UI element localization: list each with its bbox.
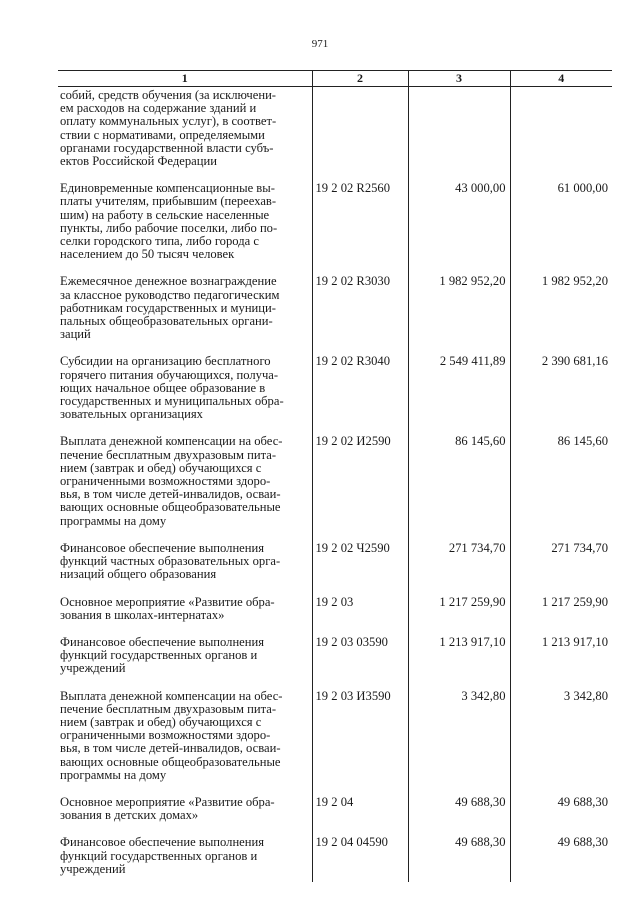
row-name-line: нием (завтрак и обед) обучающихся с (60, 460, 262, 475)
row-name-line: пальных общеобразовательных органи- (60, 314, 273, 329)
row-code (312, 87, 408, 183)
row-value-col3: 1 213 917,10 (408, 636, 510, 690)
row-name-line: программы на дому (60, 767, 167, 782)
table-row (58, 87, 612, 183)
row-code: 19 2 04 (312, 796, 408, 836)
row-name-line: Единовременные компенсационные вы- (60, 181, 275, 196)
row-name-line: функций частных образовательных орга- (60, 554, 281, 569)
row-code: 19 2 02 R3030 (312, 275, 408, 355)
row-value-col4: 2 390 681,16 (510, 355, 612, 435)
column-header-4: 4 (510, 71, 612, 87)
row-name (58, 182, 312, 275)
row-name-line: функций государственных органов и (60, 848, 258, 863)
row-value-col4: 271 734,70 (510, 542, 612, 596)
row-name-line: Финансовое обеспечение выполнения (60, 634, 265, 649)
table-row (58, 542, 612, 596)
row-name (58, 542, 312, 596)
row-name-line: шим) на работу в сельские населенные (60, 207, 270, 222)
row-name (58, 87, 312, 183)
row-name-line: зования в школах-интернатах» (60, 607, 225, 622)
row-value-col4: 49 688,30 (510, 796, 612, 836)
row-name-line: ограниченными возможностями здоро- (60, 474, 271, 489)
row-name-line: ектов Российской Федерации (60, 154, 217, 169)
row-name (58, 836, 312, 882)
row-value-col3: 2 549 411,89 (408, 355, 510, 435)
table-row (58, 836, 612, 882)
row-name-line: вающих основные общеобразовательные (60, 500, 281, 515)
table-row (58, 796, 612, 836)
row-code: 19 2 02 И2590 (312, 435, 408, 541)
row-name-line: печение бесплатным двухразовым пита- (60, 447, 277, 462)
row-name-line: нием (завтрак и обед) обучающихся с (60, 714, 262, 729)
row-name-line: платы учителям, прибывшим (переехав- (60, 194, 277, 209)
row-name-line: Ежемесячное денежное вознаграждение (60, 274, 277, 289)
row-value-col3: 1 982 952,20 (408, 275, 510, 355)
row-name-line: зовательных организациях (60, 407, 203, 422)
row-code: 19 2 02 R3040 (312, 355, 408, 435)
column-header-1: 1 (58, 71, 312, 87)
row-name-line: учреждений (60, 661, 126, 676)
row-value-col4: 49 688,30 (510, 836, 612, 882)
row-code: 19 2 03 (312, 596, 408, 636)
row-value-col3: 49 688,30 (408, 796, 510, 836)
row-name-line: зования в детских домах» (60, 808, 199, 823)
row-code: 19 2 04 04590 (312, 836, 408, 882)
table-body (58, 87, 612, 882)
row-name-line: вья, в том числе детей-инвалидов, осваи- (60, 487, 281, 502)
row-name-line: пункты, либо рабочие поселки, либо по- (60, 220, 278, 235)
row-name-line: ствии с нормативами, определяемыми (60, 127, 265, 142)
table-row (58, 690, 612, 796)
row-name-line: печение бесплатным двухразовым пита- (60, 701, 277, 716)
row-name-line: Выплата денежной компенсации на обес- (60, 434, 283, 449)
row-value-col4: 1 213 917,10 (510, 636, 612, 690)
row-name-line: Финансовое обеспечение выполнения (60, 540, 265, 555)
row-value-col4: 86 145,60 (510, 435, 612, 541)
row-name (58, 435, 312, 541)
row-name-line: низаций общего образования (60, 567, 217, 582)
row-name-line: ограниченными возможностями здоро- (60, 728, 271, 743)
row-name-line: органами государственной власти субъ- (60, 140, 274, 155)
row-name-line: вающих основные общеобразовательные (60, 754, 281, 769)
row-name-line: оплату коммунальных услуг), в соответ- (60, 114, 277, 129)
table-row (58, 435, 612, 541)
row-name-line: Субсидии на организацию бесплатного (60, 354, 271, 369)
row-value-col3: 86 145,60 (408, 435, 510, 541)
row-name-line: горячего питания обучающихся, получа- (60, 367, 279, 382)
row-code: 19 2 02 R2560 (312, 182, 408, 275)
table-row (58, 182, 612, 275)
row-name-line: ем расходов на содержание зданий и (60, 101, 257, 116)
row-name-line: собий, средств обучения (за исключени- (60, 88, 277, 102)
row-value-col4 (510, 87, 612, 183)
row-name (58, 636, 312, 690)
row-name-line: вья, в том числе детей-инвалидов, осваи- (60, 741, 281, 756)
row-value-col3 (408, 87, 510, 183)
row-value-col4: 1 982 952,20 (510, 275, 612, 355)
column-header-2: 2 (312, 71, 408, 87)
row-name (58, 690, 312, 796)
row-code: 19 2 03 03590 (312, 636, 408, 690)
row-value-col3: 49 688,30 (408, 836, 510, 882)
table-row (58, 596, 612, 636)
table-header-row (58, 71, 612, 87)
table-row (58, 636, 612, 690)
row-name (58, 275, 312, 355)
table-row (58, 355, 612, 435)
row-name-line: ющих начальное общее образование в (60, 380, 266, 395)
row-value-col4: 3 342,80 (510, 690, 612, 796)
row-value-col3: 3 342,80 (408, 690, 510, 796)
row-value-col4: 61 000,00 (510, 182, 612, 275)
row-code: 19 2 02 Ч2590 (312, 542, 408, 596)
row-value-col3: 1 217 259,90 (408, 596, 510, 636)
row-name-line: Основное мероприятие «Развитие обра- (60, 794, 275, 809)
table-row (58, 275, 612, 355)
row-name-line: программы на дому (60, 513, 167, 528)
budget-table (58, 70, 612, 882)
row-name-line: Основное мероприятие «Развитие обра- (60, 594, 275, 609)
row-name-line: заций (60, 327, 91, 342)
row-name-line: Финансовое обеспечение выполнения (60, 835, 265, 850)
row-name-line: работникам государственных и муници- (60, 300, 276, 315)
row-name-line: государственных и муниципальных обра- (60, 394, 284, 409)
row-name-line: функций государственных органов и (60, 648, 258, 663)
row-name-line: учреждений (60, 861, 126, 876)
row-name (58, 796, 312, 836)
row-code: 19 2 03 И3590 (312, 690, 408, 796)
row-name-line: за классное руководство педагогическим (60, 287, 280, 302)
row-value-col4: 1 217 259,90 (510, 596, 612, 636)
row-value-col3: 43 000,00 (408, 182, 510, 275)
row-name-line: населением до 50 тысяч человек (60, 247, 235, 262)
row-name-line: селки городского типа, либо города с (60, 234, 259, 249)
page-number: 971 (311, 38, 329, 50)
row-value-col3: 271 734,70 (408, 542, 510, 596)
row-name-line: Выплата денежной компенсации на обес- (60, 688, 283, 703)
row-name (58, 355, 312, 435)
row-name (58, 596, 312, 636)
column-header-3: 3 (408, 71, 510, 87)
